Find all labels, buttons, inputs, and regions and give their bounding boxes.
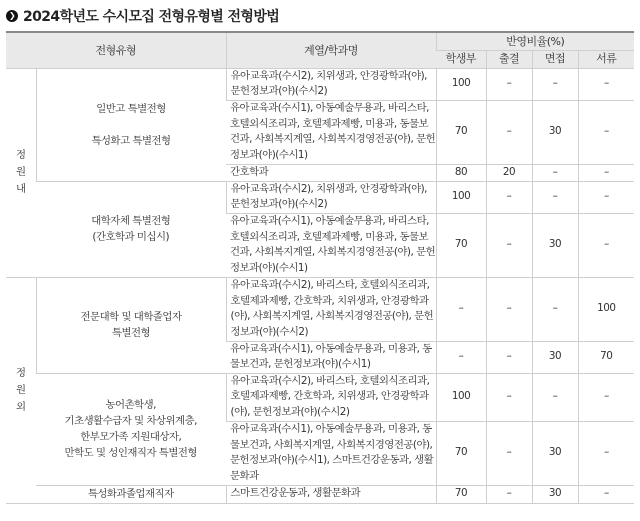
value-interview: 30 — [532, 100, 578, 164]
value-interview: – — [532, 164, 578, 181]
type-graduate: 전문대학 및 대학졸업자 특별전형 — [36, 277, 226, 373]
header-type: 전형유형 — [6, 32, 226, 68]
value-record: 100 — [436, 373, 486, 421]
dept-cell: 스마트건강운동과, 생활문화과 — [226, 485, 436, 503]
header-col-documents: 서류 — [578, 50, 634, 68]
value-documents: – — [578, 213, 634, 277]
dept-cell: 유아교육과(수시1), 아동예술무용과, 바리스타, 호텔외식조리과, 호텔제과제빵, 미용과, 동물보 건과, 사회복지계열, 사회복지경영전공(야), 문헌 정보과(야)(수시1) — [226, 100, 436, 164]
value-documents: 100 — [578, 277, 634, 341]
value-interview: – — [532, 181, 578, 213]
value-attendance: – — [486, 373, 532, 421]
value-interview: 30 — [532, 213, 578, 277]
value-interview: – — [532, 68, 578, 100]
dept-cell: 유아교육과(수시2), 치위생과, 안경광학과(야), 문헌정보과(야)(수시2) — [226, 68, 436, 100]
dept-cell: 간호학과 — [226, 164, 436, 181]
header-ratio: 반영비율(%) — [436, 32, 634, 50]
value-documents: 70 — [578, 341, 634, 373]
value-record: 70 — [436, 213, 486, 277]
circle-arrow-icon: ❯ — [6, 10, 18, 22]
value-record: 70 — [436, 485, 486, 503]
value-record: 80 — [436, 164, 486, 181]
header-col-interview: 면접 — [532, 50, 578, 68]
value-record: – — [436, 277, 486, 341]
value-documents: – — [578, 164, 634, 181]
value-attendance: – — [486, 213, 532, 277]
type-special: 농어촌학생, 기초생활수급자 및 차상위계층, 한부모가족 지원대상자, 만학도 및 성인재직자 특별전형 — [36, 373, 226, 485]
value-record: 100 — [436, 181, 486, 213]
value-attendance: 20 — [486, 164, 532, 181]
value-attendance: – — [486, 421, 532, 485]
value-documents: – — [578, 181, 634, 213]
value-documents: – — [578, 421, 634, 485]
value-record: 100 — [436, 68, 486, 100]
value-attendance: – — [486, 181, 532, 213]
value-attendance: – — [486, 100, 532, 164]
value-documents: – — [578, 68, 634, 100]
value-interview: – — [532, 277, 578, 341]
dept-cell: 유아교육과(수시1), 아동예술무용과, 미용과, 동 물보건과, 문헌정보과(야)(수시1) — [226, 341, 436, 373]
dept-cell: 유아교육과(수시2), 바리스타, 호텔외식조리과, 호텔제과제빵, 간호학과, 치위생과, 안경광학과 (야), 문헌정보과(야)(수시2) — [226, 373, 436, 421]
type-general: 일반고 특별전형 특성화고 특별전형 — [36, 68, 226, 181]
value-attendance: – — [486, 68, 532, 100]
value-record: 70 — [436, 421, 486, 485]
dept-cell: 유아교육과(수시1), 아동예술무용과, 바리스타, 호텔외식조리과, 호텔제과제빵, 미용과, 동물보 건과, 사회복지계열, 사회복지경영전공(야), 문헌 정보과(야)(수시1) — [226, 213, 436, 277]
value-record: – — [436, 341, 486, 373]
type-vocational-worker: 특성화과졸업재직자 — [36, 485, 226, 503]
value-interview: 30 — [532, 485, 578, 503]
side-inside: 정 원 내 — [6, 68, 36, 277]
title-text: 2024학년도 수시모집 전형유형별 전형방법 — [23, 9, 280, 25]
header-col-record: 학생부 — [436, 50, 486, 68]
value-record: 70 — [436, 100, 486, 164]
admission-table — [6, 31, 634, 504]
dept-cell: 유아교육과(수시1), 아동예술무용과, 미용과, 동 물보건과, 사회복지계열, 사회복지경영전공(야), 문헌정보과(야)(수시1), 스마트건강운동과, 생활 문화과 — [226, 421, 436, 485]
value-documents: – — [578, 485, 634, 503]
dept-cell: 유아교육과(수시2), 바리스타, 호텔외식조리과, 호텔제과제빵, 간호학과, 치위생과, 안경광학과 (야), 사회복지계열, 사회복지경영전공(야), 문헌 정보과(야)(수시2) — [226, 277, 436, 341]
value-documents: – — [578, 373, 634, 421]
side-outside: 정 원 외 — [6, 277, 36, 503]
value-interview: 30 — [532, 341, 578, 373]
page-title — [6, 4, 279, 28]
value-interview: 30 — [532, 421, 578, 485]
header-dept: 계열/학과명 — [226, 32, 436, 68]
value-interview: – — [532, 373, 578, 421]
value-documents: – — [578, 100, 634, 164]
header-col-attendance: 출결 — [486, 50, 532, 68]
value-attendance: – — [486, 341, 532, 373]
value-attendance: – — [486, 485, 532, 503]
value-attendance: – — [486, 277, 532, 341]
dept-cell: 유아교육과(수시2), 치위생과, 안경광학과(야), 문헌정보과(야)(수시2) — [226, 181, 436, 213]
type-school-own: 대학자체 특별전형 (간호학과 미십시) — [36, 181, 226, 277]
